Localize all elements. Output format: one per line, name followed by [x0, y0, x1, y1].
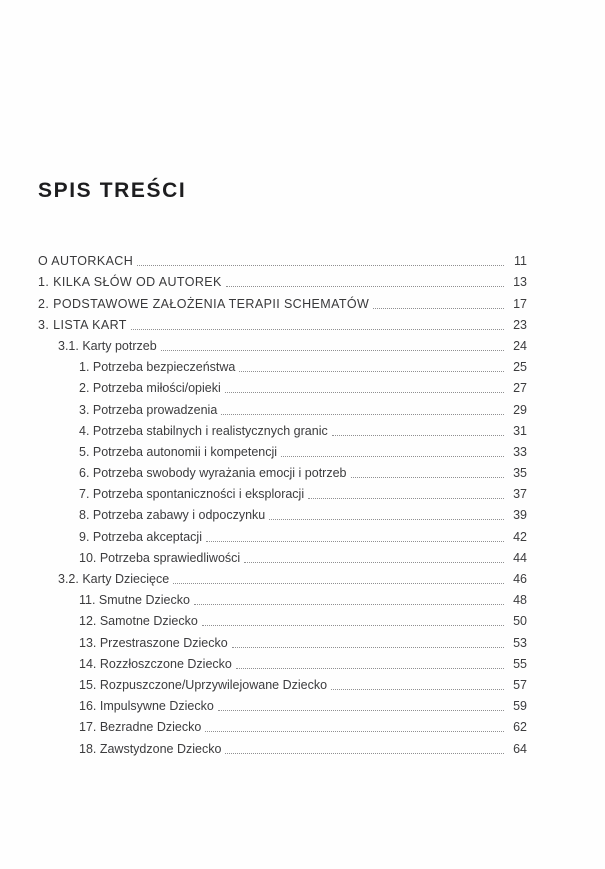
toc-leader-dots — [225, 392, 504, 393]
toc-leader-dots — [232, 647, 504, 648]
toc-leader-dots — [194, 604, 504, 605]
toc-entry-page: 11 — [514, 254, 527, 269]
toc-entry-label: 2. PODSTAWOWE ZAŁOŻENIA TERAPII SCHEMATÓW — [38, 296, 370, 311]
toc-entry — [38, 629, 527, 650]
toc-entry-label: 3.1. Karty potrzeb — [58, 338, 157, 353]
toc-entry-page: 17 — [513, 296, 527, 311]
toc-entry — [38, 418, 527, 439]
toc-leader-dots — [332, 435, 504, 436]
toc-leader-dots — [236, 668, 504, 669]
toc-entry-label: 17. Bezradne Dziecko — [79, 720, 202, 735]
toc-entry — [38, 439, 527, 460]
toc-leader-dots — [269, 519, 504, 520]
toc-leader-dots — [331, 689, 504, 690]
toc-entry-label: 6. Potrzeba swobody wyrażania emocji i potrzeb — [79, 466, 347, 481]
toc-leader-dots — [226, 286, 504, 287]
toc-entry — [38, 460, 527, 481]
toc-entry — [38, 693, 527, 714]
toc-entry-page: 24 — [513, 338, 527, 353]
toc-entry-page: 27 — [513, 381, 527, 396]
toc-entry-label: 4. Potrzeba stabilnych i realistycznych granic — [79, 423, 328, 438]
toc-entry-page: 64 — [513, 741, 527, 756]
toc-entry-label: 12. Samotne Dziecko — [79, 614, 198, 629]
toc-entry — [38, 502, 527, 523]
toc-entry-page: 25 — [513, 360, 527, 375]
toc-leader-dots — [225, 753, 504, 754]
toc-entry-page: 59 — [513, 699, 527, 714]
toc-leader-dots — [281, 456, 504, 457]
toc-entry-label: 5. Potrzeba autonomii i kompetencji — [79, 444, 278, 459]
toc-entry-label: 11. Smutne Dziecko — [79, 593, 190, 608]
toc-leader-dots — [173, 583, 504, 584]
toc-entry — [38, 672, 527, 693]
toc-leader-dots — [202, 625, 504, 626]
toc-entry-label: 15. Rozpuszczone/Uprzywilejowane Dziecko — [79, 677, 328, 692]
toc-entry-label: 3. LISTA KART — [38, 317, 127, 332]
toc-leader-dots — [131, 329, 504, 330]
toc-entry-page: 23 — [513, 317, 527, 332]
toc-entry — [38, 481, 527, 502]
toc-entry-label: O AUTORKACH — [38, 254, 134, 269]
toc-entry-label: 10. Potrzeba sprawiedliwości — [79, 550, 241, 565]
toc-entry-label: 14. Rozzłoszczone Dziecko — [79, 656, 232, 671]
toc-entry-label: 9. Potrzeba akceptacji — [79, 529, 202, 544]
toc-entry-page: 62 — [513, 720, 527, 735]
toc-entry — [38, 735, 527, 756]
toc-entry-page: 42 — [513, 529, 527, 544]
toc-entry-page: 35 — [513, 466, 527, 481]
toc-entry-page: 29 — [513, 402, 527, 417]
toc-entry — [38, 333, 527, 354]
toc-entry-page: 37 — [513, 487, 527, 502]
toc-leader-dots — [206, 541, 504, 542]
toc-entry-label: 18. Zawstydzone Dziecko — [79, 741, 222, 756]
toc-entry-page: 44 — [513, 550, 527, 565]
toc-entry-page: 39 — [513, 508, 527, 523]
toc-leader-dots — [244, 562, 504, 563]
toc-entry — [38, 545, 527, 566]
toc-leader-dots — [218, 710, 504, 711]
toc-entry-page: 53 — [513, 635, 527, 650]
toc-entry — [38, 312, 527, 333]
toc-entry — [38, 587, 527, 608]
toc-leader-dots — [373, 308, 504, 309]
toc-leader-dots — [161, 350, 504, 351]
toc-leader-dots — [351, 477, 505, 478]
toc-entry — [38, 354, 527, 375]
table-of-contents — [38, 248, 527, 757]
toc-entry-label: 1. KILKA SŁÓW OD AUTOREK — [38, 275, 222, 290]
toc-entry — [38, 523, 527, 544]
toc-entry-label: 7. Potrzeba spontaniczności i eksploracji — [79, 487, 305, 502]
toc-entry-label: 8. Potrzeba zabawy i odpoczynku — [79, 508, 266, 523]
toc-entry-page: 50 — [513, 614, 527, 629]
toc-entry-label: 13. Przestraszone Dziecko — [79, 635, 228, 650]
toc-entry — [38, 651, 527, 672]
toc-entry-page: 57 — [513, 677, 527, 692]
toc-entry-label: 16. Impulsywne Dziecko — [79, 699, 214, 714]
toc-entry-label: 3. Potrzeba prowadzenia — [79, 402, 218, 417]
toc-entry — [38, 290, 527, 311]
toc-entry — [38, 269, 527, 290]
toc-entry-page: 33 — [513, 444, 527, 459]
toc-leader-dots — [137, 265, 504, 266]
toc-leader-dots — [239, 371, 504, 372]
toc-entry — [38, 396, 527, 417]
toc-leader-dots — [308, 498, 504, 499]
toc-entry-label: 3.2. Karty Dziecięce — [58, 572, 170, 586]
toc-entry-label: 1. Potrzeba bezpieczeństwa — [79, 360, 236, 375]
toc-leader-dots — [221, 414, 504, 415]
toc-leader-dots — [205, 731, 504, 732]
toc-entry — [38, 714, 527, 735]
toc-entry-page: 55 — [513, 656, 527, 671]
page-title: SPIS TREŚCI — [38, 179, 187, 202]
toc-entry — [38, 248, 527, 269]
toc-entry-page: 46 — [513, 572, 527, 586]
toc-entry-page: 31 — [513, 423, 527, 438]
toc-entry-page: 48 — [513, 593, 527, 608]
toc-entry — [38, 375, 527, 396]
toc-entry-page: 13 — [513, 275, 527, 290]
toc-entry-label: 2. Potrzeba miłości/opieki — [79, 381, 221, 396]
toc-entry — [38, 608, 527, 629]
toc-entry — [38, 566, 527, 587]
